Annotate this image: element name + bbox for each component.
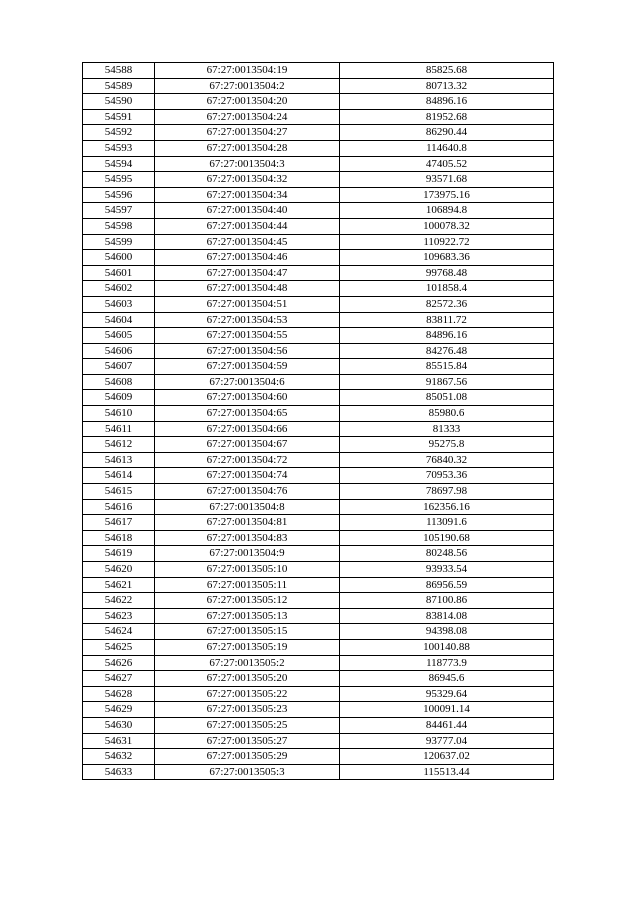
value-cell: 78697.98 [340,484,554,500]
table-row [83,296,554,312]
cadastral-number-cell: 67:27:0013505:3 [155,764,340,780]
value-cell: 110922.72 [340,234,554,250]
cadastral-number-cell: 67:27:0013504:3 [155,156,340,172]
table-row [83,250,554,266]
cadastral-number-cell: 67:27:0013504:19 [155,63,340,79]
value-cell: 113091.6 [340,515,554,531]
row-number-cell: 54632 [83,749,155,765]
row-number-cell: 54600 [83,250,155,266]
value-cell: 100140.88 [340,639,554,655]
table-row [83,764,554,780]
value-cell: 86290.44 [340,125,554,141]
table-row [83,593,554,609]
value-cell: 83811.72 [340,312,554,328]
cadastral-number-cell: 67:27:0013504:9 [155,546,340,562]
value-cell: 101858.4 [340,281,554,297]
cadastral-number-cell: 67:27:0013505:23 [155,702,340,718]
row-number-cell: 54609 [83,390,155,406]
cadastral-number-cell: 67:27:0013504:40 [155,203,340,219]
row-number-cell: 54590 [83,94,155,110]
value-cell: 115513.44 [340,764,554,780]
cadastral-number-cell: 67:27:0013504:44 [155,218,340,234]
value-cell: 95329.64 [340,686,554,702]
row-number-cell: 54630 [83,717,155,733]
table-row [83,468,554,484]
value-cell: 47405.52 [340,156,554,172]
cadastral-number-cell: 67:27:0013504:51 [155,296,340,312]
value-cell: 162356.16 [340,499,554,515]
row-number-cell: 54625 [83,639,155,655]
table-row [83,63,554,79]
value-cell: 100091.14 [340,702,554,718]
table-row [83,671,554,687]
value-cell: 84896.16 [340,328,554,344]
table-row [83,218,554,234]
table-row [83,140,554,156]
row-number-cell: 54606 [83,343,155,359]
row-number-cell: 54620 [83,562,155,578]
value-cell: 80713.32 [340,78,554,94]
value-cell: 118773.9 [340,655,554,671]
cadastral-number-cell: 67:27:0013504:81 [155,515,340,531]
row-number-cell: 54608 [83,374,155,390]
table-row [83,452,554,468]
value-cell: 84276.48 [340,343,554,359]
table-row [83,421,554,437]
row-number-cell: 54588 [83,63,155,79]
row-number-cell: 54622 [83,593,155,609]
cadastral-value-table [82,62,554,780]
cadastral-number-cell: 67:27:0013505:20 [155,671,340,687]
row-number-cell: 54611 [83,421,155,437]
table-row [83,359,554,375]
value-cell: 109683.36 [340,250,554,266]
row-number-cell: 54619 [83,546,155,562]
row-number-cell: 54604 [83,312,155,328]
table-row [83,655,554,671]
cadastral-number-cell: 67:27:0013505:12 [155,593,340,609]
value-cell: 85051.08 [340,390,554,406]
cadastral-number-cell: 67:27:0013504:32 [155,172,340,188]
value-cell: 84461.44 [340,717,554,733]
row-number-cell: 54626 [83,655,155,671]
cadastral-number-cell: 67:27:0013504:67 [155,437,340,453]
cadastral-number-cell: 67:27:0013504:28 [155,140,340,156]
row-number-cell: 54627 [83,671,155,687]
row-number-cell: 54624 [83,624,155,640]
cadastral-number-cell: 67:27:0013505:13 [155,608,340,624]
row-number-cell: 54598 [83,218,155,234]
value-cell: 83814.08 [340,608,554,624]
table-row [83,562,554,578]
value-cell: 114640.8 [340,140,554,156]
table-row [83,639,554,655]
value-cell: 94398.08 [340,624,554,640]
value-cell: 81952.68 [340,109,554,125]
row-number-cell: 54613 [83,452,155,468]
value-cell: 85515.84 [340,359,554,375]
table-row [83,281,554,297]
row-number-cell: 54610 [83,406,155,422]
value-cell: 93571.68 [340,172,554,188]
value-cell: 120637.02 [340,749,554,765]
row-number-cell: 54612 [83,437,155,453]
cadastral-number-cell: 67:27:0013504:72 [155,452,340,468]
cadastral-number-cell: 67:27:0013504:56 [155,343,340,359]
cadastral-number-cell: 67:27:0013504:34 [155,187,340,203]
value-cell: 87100.86 [340,593,554,609]
value-cell: 82572.36 [340,296,554,312]
table-row [83,203,554,219]
cadastral-number-cell: 67:27:0013505:29 [155,749,340,765]
table-row [83,608,554,624]
row-number-cell: 54599 [83,234,155,250]
cadastral-number-cell: 67:27:0013505:15 [155,624,340,640]
cadastral-number-cell: 67:27:0013504:20 [155,94,340,110]
cadastral-number-cell: 67:27:0013505:22 [155,686,340,702]
cadastral-number-cell: 67:27:0013504:27 [155,125,340,141]
row-number-cell: 54617 [83,515,155,531]
cadastral-number-cell: 67:27:0013505:10 [155,562,340,578]
table-body [83,63,554,780]
table-row [83,343,554,359]
row-number-cell: 54596 [83,187,155,203]
table-row [83,717,554,733]
value-cell: 76840.32 [340,452,554,468]
cadastral-number-cell: 67:27:0013504:8 [155,499,340,515]
table-row [83,109,554,125]
value-cell: 70953.36 [340,468,554,484]
cadastral-number-cell: 67:27:0013504:83 [155,530,340,546]
table-row [83,702,554,718]
row-number-cell: 54621 [83,577,155,593]
cadastral-number-cell: 67:27:0013504:53 [155,312,340,328]
cadastral-number-cell: 67:27:0013504:55 [155,328,340,344]
table-row [83,530,554,546]
value-cell: 93933.54 [340,562,554,578]
table-row [83,406,554,422]
value-cell: 86956.59 [340,577,554,593]
value-cell: 81333 [340,421,554,437]
table-row [83,234,554,250]
value-cell: 93777.04 [340,733,554,749]
row-number-cell: 54595 [83,172,155,188]
value-cell: 86945.6 [340,671,554,687]
table-row [83,546,554,562]
value-cell: 95275.8 [340,437,554,453]
value-cell: 91867.56 [340,374,554,390]
table-row [83,390,554,406]
cadastral-number-cell: 67:27:0013504:46 [155,250,340,266]
table-row [83,156,554,172]
row-number-cell: 54591 [83,109,155,125]
table-row [83,515,554,531]
cadastral-number-cell: 67:27:0013504:59 [155,359,340,375]
table-row [83,94,554,110]
cadastral-number-cell: 67:27:0013505:11 [155,577,340,593]
row-number-cell: 54631 [83,733,155,749]
table-row [83,484,554,500]
table-row [83,312,554,328]
cadastral-number-cell: 67:27:0013504:45 [155,234,340,250]
value-cell: 99768.48 [340,265,554,281]
cadastral-number-cell: 67:27:0013505:2 [155,655,340,671]
table-row [83,437,554,453]
table-row [83,172,554,188]
row-number-cell: 54618 [83,530,155,546]
cadastral-number-cell: 67:27:0013504:65 [155,406,340,422]
table-row [83,265,554,281]
value-cell: 106894.8 [340,203,554,219]
cadastral-number-cell: 67:27:0013504:6 [155,374,340,390]
row-number-cell: 54623 [83,608,155,624]
cadastral-number-cell: 67:27:0013505:25 [155,717,340,733]
cadastral-number-cell: 67:27:0013504:2 [155,78,340,94]
table-row [83,78,554,94]
row-number-cell: 54597 [83,203,155,219]
cadastral-number-cell: 67:27:0013504:60 [155,390,340,406]
cadastral-number-cell: 67:27:0013504:74 [155,468,340,484]
value-cell: 84896.16 [340,94,554,110]
cadastral-number-cell: 67:27:0013504:76 [155,484,340,500]
table-row [83,624,554,640]
cadastral-number-cell: 67:27:0013504:66 [155,421,340,437]
row-number-cell: 54629 [83,702,155,718]
row-number-cell: 54615 [83,484,155,500]
cadastral-number-cell: 67:27:0013505:27 [155,733,340,749]
row-number-cell: 54605 [83,328,155,344]
row-number-cell: 54602 [83,281,155,297]
row-number-cell: 54592 [83,125,155,141]
value-cell: 173975.16 [340,187,554,203]
table-row [83,686,554,702]
cadastral-number-cell: 67:27:0013504:47 [155,265,340,281]
cadastral-number-cell: 67:27:0013504:48 [155,281,340,297]
value-cell: 85980.6 [340,406,554,422]
table-row [83,374,554,390]
value-cell: 105190.68 [340,530,554,546]
row-number-cell: 54607 [83,359,155,375]
row-number-cell: 54594 [83,156,155,172]
table-row [83,328,554,344]
table-row [83,187,554,203]
row-number-cell: 54593 [83,140,155,156]
row-number-cell: 54616 [83,499,155,515]
table-row [83,499,554,515]
row-number-cell: 54601 [83,265,155,281]
table-row [83,749,554,765]
row-number-cell: 54614 [83,468,155,484]
cadastral-number-cell: 67:27:0013504:24 [155,109,340,125]
row-number-cell: 54603 [83,296,155,312]
table-row [83,733,554,749]
table-row [83,125,554,141]
row-number-cell: 54633 [83,764,155,780]
cadastral-number-cell: 67:27:0013505:19 [155,639,340,655]
value-cell: 100078.32 [340,218,554,234]
value-cell: 85825.68 [340,63,554,79]
row-number-cell: 54589 [83,78,155,94]
table-row [83,577,554,593]
row-number-cell: 54628 [83,686,155,702]
value-cell: 80248.56 [340,546,554,562]
